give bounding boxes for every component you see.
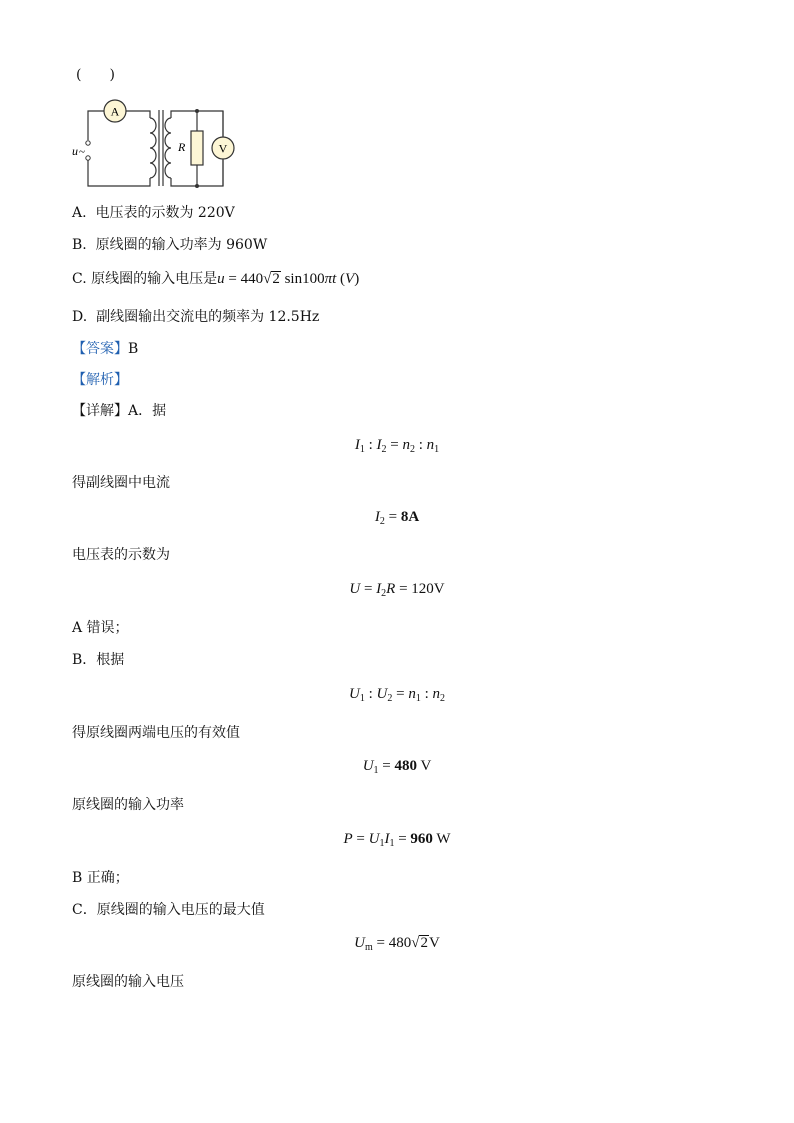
option-b: B. 原线圈的输入功率为 960W bbox=[72, 237, 268, 253]
analysis-line-4: B．根据 bbox=[72, 652, 125, 668]
analysis-line-7: B 正确； bbox=[72, 870, 129, 886]
svg-text:~: ~ bbox=[79, 146, 85, 158]
analysis-line-3: A 错误； bbox=[72, 620, 129, 636]
analysis-line-6: 原线圈的输入功率 bbox=[72, 797, 184, 813]
analysis-line-5: 得原线圈两端电压的有效值 bbox=[72, 725, 240, 741]
equation-current-ratio: $I_1$ : $I_2 = n_2$ : $n_1$ bbox=[354, 437, 440, 455]
option-c-formula: u = 440√2 sin100πt (V) bbox=[217, 271, 360, 287]
equation-voltage-ratio: $U_1$ : $U_2 = n_1$ : $n_2$ bbox=[349, 686, 445, 704]
analysis-tag: 【解析】 bbox=[72, 372, 128, 388]
equation-um: $U_m = 480√2V$ bbox=[354, 935, 440, 953]
answer-line: 【答案】B bbox=[72, 341, 139, 357]
detail-line: 【详解】A．据 bbox=[72, 403, 167, 419]
option-c: C. 原线圈的输入电压是u = 440√2 sin100πt (V) bbox=[72, 271, 360, 287]
equation-voltmeter: $U = I_2R = 120V$ bbox=[349, 581, 445, 599]
transformer-circuit-diagram bbox=[70, 98, 250, 190]
analysis-line-2: 电压表的示数为 bbox=[72, 547, 170, 563]
analysis-line-8: C．原线圈的输入电压的最大值 bbox=[72, 902, 265, 918]
answer-blank: ( ) bbox=[76, 67, 115, 83]
analysis-line-1: 得副线圈中电流 bbox=[72, 475, 170, 491]
voltmeter-label: V bbox=[218, 141, 228, 156]
ammeter-label: A bbox=[110, 104, 120, 119]
source-label: u bbox=[72, 144, 78, 158]
analysis-line-9: 原线圈的输入电压 bbox=[72, 974, 184, 990]
equation-i2: $I_2 = 8A$ bbox=[374, 509, 420, 527]
equation-power: $P = U_1I_1 = 960$ W bbox=[343, 831, 451, 849]
resistor-label: R bbox=[178, 140, 186, 154]
resistor-icon bbox=[191, 131, 203, 165]
option-a: A. 电压表的示数为 220V bbox=[72, 205, 235, 221]
equation-u1: $U_1 = 480$ V bbox=[362, 758, 432, 776]
option-d: D. 副线圈输出交流电的频率为 12.5Hz bbox=[72, 309, 320, 325]
